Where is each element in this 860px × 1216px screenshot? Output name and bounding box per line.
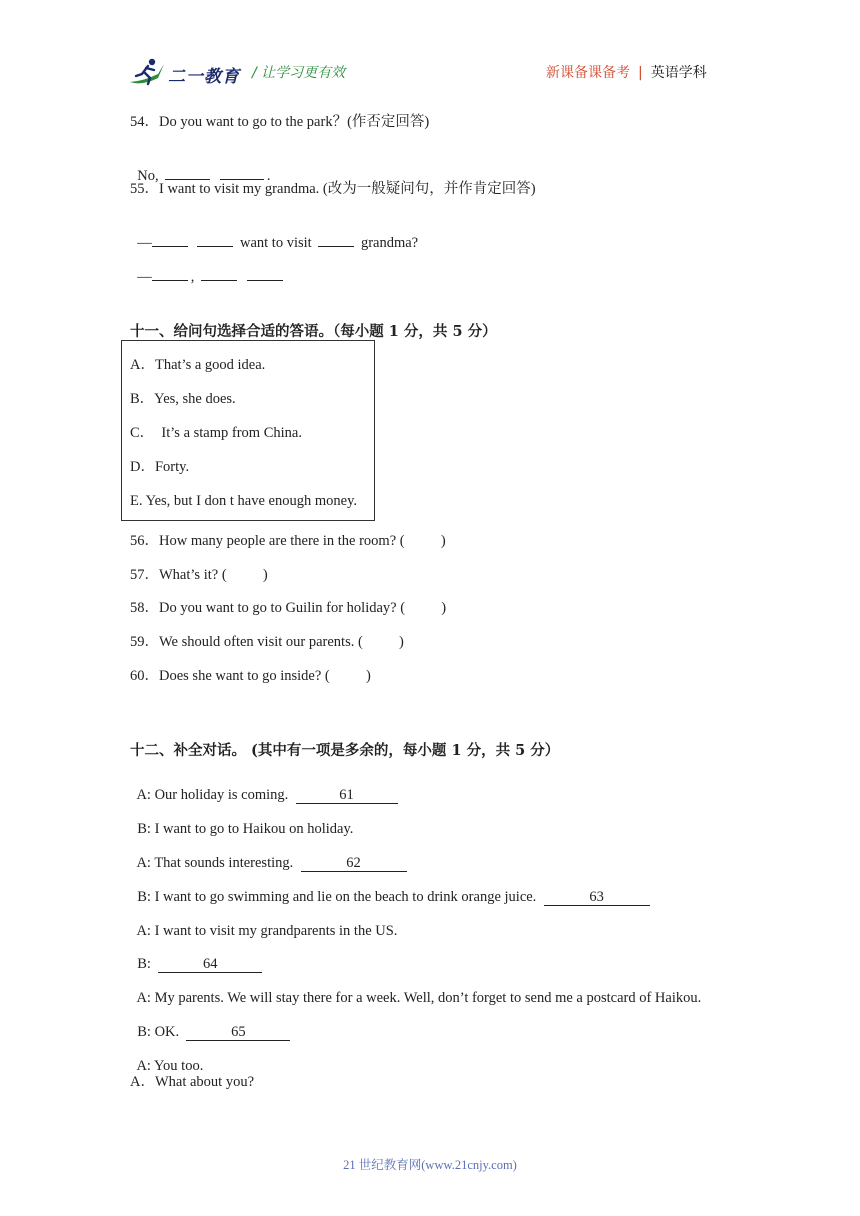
option-e: E. Yes, but I don t have enough money. — [130, 493, 358, 509]
dialogue-line — [130, 971, 701, 1007]
option-b: B．Yes, she does. — [130, 391, 236, 407]
logo-text: 二一教育 — [168, 67, 240, 87]
dialogue-blank-62[interactable]: 62 — [301, 855, 407, 872]
dialogue-line — [130, 836, 407, 872]
dialogue-line — [130, 1005, 290, 1041]
dialogue-blank-65[interactable]: 65 — [186, 1024, 290, 1041]
dialogue-text: B: I want to go swimming and lie on the beach to drink orange juice. — [137, 889, 537, 905]
q54-answer-suffix: . — [266, 168, 271, 184]
answer-blank[interactable] — [318, 232, 354, 247]
q55-line1 — [130, 214, 418, 252]
dialogue-text: A: I want to visit my grandparents in the US. — [136, 923, 398, 939]
dialogue-line — [130, 1039, 203, 1075]
dash: — — [137, 235, 152, 251]
q55-grandma-text: grandma? — [360, 235, 419, 251]
answer-blank[interactable] — [201, 266, 237, 281]
q55-want-text: want to visit — [240, 235, 312, 251]
q57: 57．What’s it? ( ) — [130, 567, 268, 583]
dialogue-blank-63[interactable]: 63 — [544, 889, 650, 906]
answer-blank[interactable] — [165, 165, 210, 180]
q54-answer-prefix: No, — [137, 168, 159, 184]
q58: 58．Do you want to go to Guilin for holiday? ( ) — [130, 600, 447, 616]
q60: 60．Does she want to go inside? ( ) — [130, 668, 371, 684]
comma: , — [190, 269, 195, 285]
header-right — [546, 62, 707, 82]
answer-blank[interactable] — [220, 165, 264, 180]
section-11-title: 十一、给问句选择合适的答语。（每小题 1 分，共 5 分） — [130, 323, 497, 340]
subject-label: 英语学科 — [650, 65, 707, 81]
dialogue-text: A: You too. — [136, 1058, 204, 1074]
dialogue-line — [130, 937, 262, 973]
dialogue-line — [130, 768, 398, 804]
option-c: C． It’s a stamp from China. — [130, 425, 302, 441]
section-12-title: 十二、补全对话。 (其中有一项是多余的，每小题 1 分，共 5 分） — [130, 742, 560, 759]
answer-blank[interactable] — [152, 266, 188, 281]
option-a-what-about-you: A．What about you? — [130, 1074, 255, 1090]
q54-question: 54．Do you want to go to the park？(作否定回答) — [130, 114, 430, 130]
dialogue-text: A: Our holiday is coming. — [136, 787, 289, 803]
dialogue-text: A: My parents. We will stay there for a week. Well, don’t forget to send me a postcard of Haikou. — [136, 990, 702, 1006]
dialogue-text: B: — [137, 956, 151, 972]
slogan: / 让学习更有效 — [252, 65, 346, 81]
dialogue-line — [130, 802, 353, 838]
dialogue-text: B: OK. — [137, 1024, 180, 1040]
answer-blank[interactable] — [197, 232, 233, 247]
q55-question: 55．I want to visit my grandma. (改为一般疑问句，并作肯定回答) — [130, 181, 536, 197]
option-a: A．That’s a good idea. — [130, 357, 266, 373]
page-footer: 21 世纪教育网(www.21cnjy.com) — [343, 1158, 517, 1172]
answer-blank[interactable] — [152, 232, 188, 247]
page-header — [0, 0, 860, 100]
q59: 59．We should often visit our parents. ( ) — [130, 634, 404, 650]
dash: — — [137, 269, 152, 285]
q55-line2 — [130, 248, 286, 286]
runner-logo-icon — [128, 56, 168, 90]
dialogue-line — [130, 904, 397, 940]
dialogue-line — [130, 870, 650, 906]
dialogue-text: A: That sounds interesting. — [136, 855, 294, 871]
header-separator: | — [638, 65, 643, 81]
answer-blank[interactable] — [247, 266, 283, 281]
q56: 56．How many people are there in the room? ( ) — [130, 533, 446, 549]
dialogue-text: B: I want to go to Haikou on holiday. — [137, 821, 354, 837]
logo — [128, 56, 244, 90]
dialogue-blank-61[interactable]: 61 — [296, 787, 398, 804]
dialogue-blank-64[interactable]: 64 — [158, 956, 262, 973]
exam-label: 新课备课备考 — [546, 65, 630, 81]
option-d: D．Forty. — [130, 459, 190, 475]
